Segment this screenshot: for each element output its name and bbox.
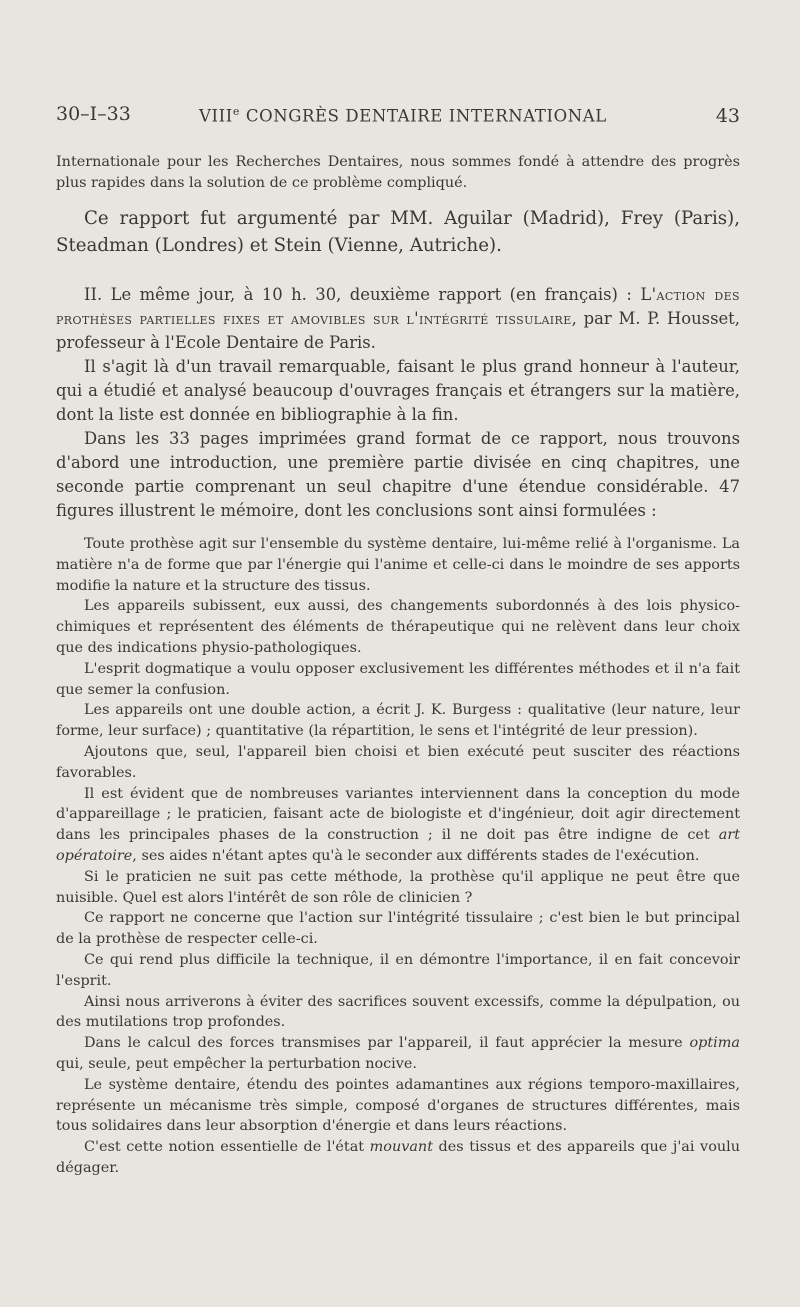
second-report-lead: II. Le même jour, à 10 h. 30, deuxième rapport (en français) : — [84, 285, 641, 304]
body-paragraph: Dans les 33 pages imprimées grand format de ce rapport, nous trouvons d'abord une introduction, une première partie divisée en cinq chapitres, une seconde partie comprenant un seul chapitre d'une étendue considérable. 47 figures illustrent le mémoire, dont les conclusions sont ainsi formulées : — [56, 429, 740, 520]
conclusion-paragraph — [56, 784, 740, 867]
conclusion-paragraph: Ajoutons que, seul, l'appareil bien choisi et bien exécuté peut susciter des réactions favorables. — [56, 743, 740, 781]
italic-run: mouvant — [369, 1139, 433, 1156]
second-report-title: L'action des prothèses partielles fixes et amovibles sur l'intégrité tissulaire — [56, 285, 740, 328]
header-title-text: CONGRÈS DENTAIRE INTERNATIONAL — [240, 106, 607, 126]
report-paragraph: Ce rapport fut argumenté par MM. Aguilar (Madrid), Frey (Paris), Steadman (Londres) et Stein (Vienne, Autriche). — [56, 208, 740, 256]
text-run: qui, seule, peut empêcher la perturbation nocive. — [56, 1055, 418, 1072]
conclusion-paragraph: Toute prothèse agit sur l'ensemble du système dentaire, lui-même relié à l'organisme. La matière n'a de forme que par l'énergie qui l'anime et celle-ci dans le moindre de ses apports modifie la nature et la structure des tissus. — [56, 536, 740, 594]
conclusion-paragraph — [56, 1033, 740, 1075]
conclusion-paragraph: Les appareils ont une double action, a écrit J. K. Burgess : qualitative (leur nature, leur forme, leur surface) ; quantitative (la répartition, le sens et l'intégrité de leur pression). — [56, 702, 740, 740]
italic-run: art opératoire — [56, 827, 740, 864]
text-run: Dans le calcul des forces transmises par l'appareil, il faut apprécier la mesure — [84, 1035, 690, 1052]
conclusion-paragraph: Si le praticien ne suit pas cette méthode, la prothèse qu'il applique ne peut être que nuisible. Quel est alors l'intérêt de son rôle de clinicien ? — [56, 868, 740, 906]
second-report-paragraph — [56, 283, 740, 355]
italic-run: optima — [689, 1035, 740, 1052]
conclusions-block — [56, 534, 740, 1179]
conclusion-paragraph: Le système dentaire, étendu des pointes adamantines aux régions temporo-maxillaires, représente un mécanisme très simple, composé d'organes de structures différentes, mais tous solidaires dans leur absorption d'énergie et dans leurs réactions. — [56, 1076, 740, 1135]
conclusion-paragraph: Ce qui rend plus difficile la technique, il en démontre l'importance, il en fait concevoir l'esprit. — [56, 951, 740, 989]
body-paragraph: Il s'agit là d'un travail remarquable, faisant le plus grand honneur à l'auteur, qui a étudié et analysé beaucoup d'ouvrages français et étrangers sur la matière, dont la liste est donnée en bibliographie à la fin. — [56, 357, 740, 424]
conclusion-paragraph: Ce rapport ne concerne que l'action sur l'intégrité tissulaire ; c'est bien le but principal de la prothèse de respecter celle-ci. — [56, 910, 740, 948]
intro-paragraph: Internationale pour les Recherches Dentaires, nous sommes fondé à attendre des progrès plus rapides dans la solution de ce problème compliqué. — [56, 154, 740, 191]
page-number: 43 — [715, 105, 740, 127]
header-left-reference: 30–I–33 — [56, 103, 131, 125]
header-title-numeral: VIII — [199, 106, 233, 126]
conclusion-paragraph: L'esprit dogmatique a voulu opposer exclusivement les différentes méthodes et il n'a fait que semer la confusion. — [56, 660, 740, 698]
text-run: C'est cette notion essentielle de l'état — [84, 1139, 370, 1156]
conclusion-paragraph — [56, 1137, 740, 1179]
conclusion-paragraph: Les appareils subissent, eux aussi, des changements subordonnés à des lois physico-chimiques et représentent des éléments de thérapeutique qui ne relèvent dans leur choix que des indications physio-pathologiques. — [56, 598, 740, 656]
text-run: Il est évident que de nombreuses variantes interviennent dans la conception du mode d'appareillage ; le praticien, faisant acte de biologiste et d'ingénieur, doit agir directement dans les principales phases de la construction ; il ne doit pas être indigne de cet — [56, 785, 740, 844]
second-report-tail: , par M. P. Housset, professeur à l'Ecole Dentaire de Paris. — [56, 309, 740, 352]
text-run: des tissus et des appareils que j'ai voulu dégager. — [56, 1139, 740, 1176]
body-text — [56, 152, 740, 1179]
conclusion-paragraph: Ainsi nous arriverons à éviter des sacrifices souvent excessifs, comme la dépulpation, ou des mutilations trop profondes. — [56, 993, 740, 1031]
text-run: , ses aides n'étant aptes qu'à le seconder aux différents stades de l'exécution. — [132, 847, 700, 864]
running-header — [56, 103, 740, 133]
header-title — [199, 105, 607, 126]
header-title-sup: e — [232, 105, 240, 118]
